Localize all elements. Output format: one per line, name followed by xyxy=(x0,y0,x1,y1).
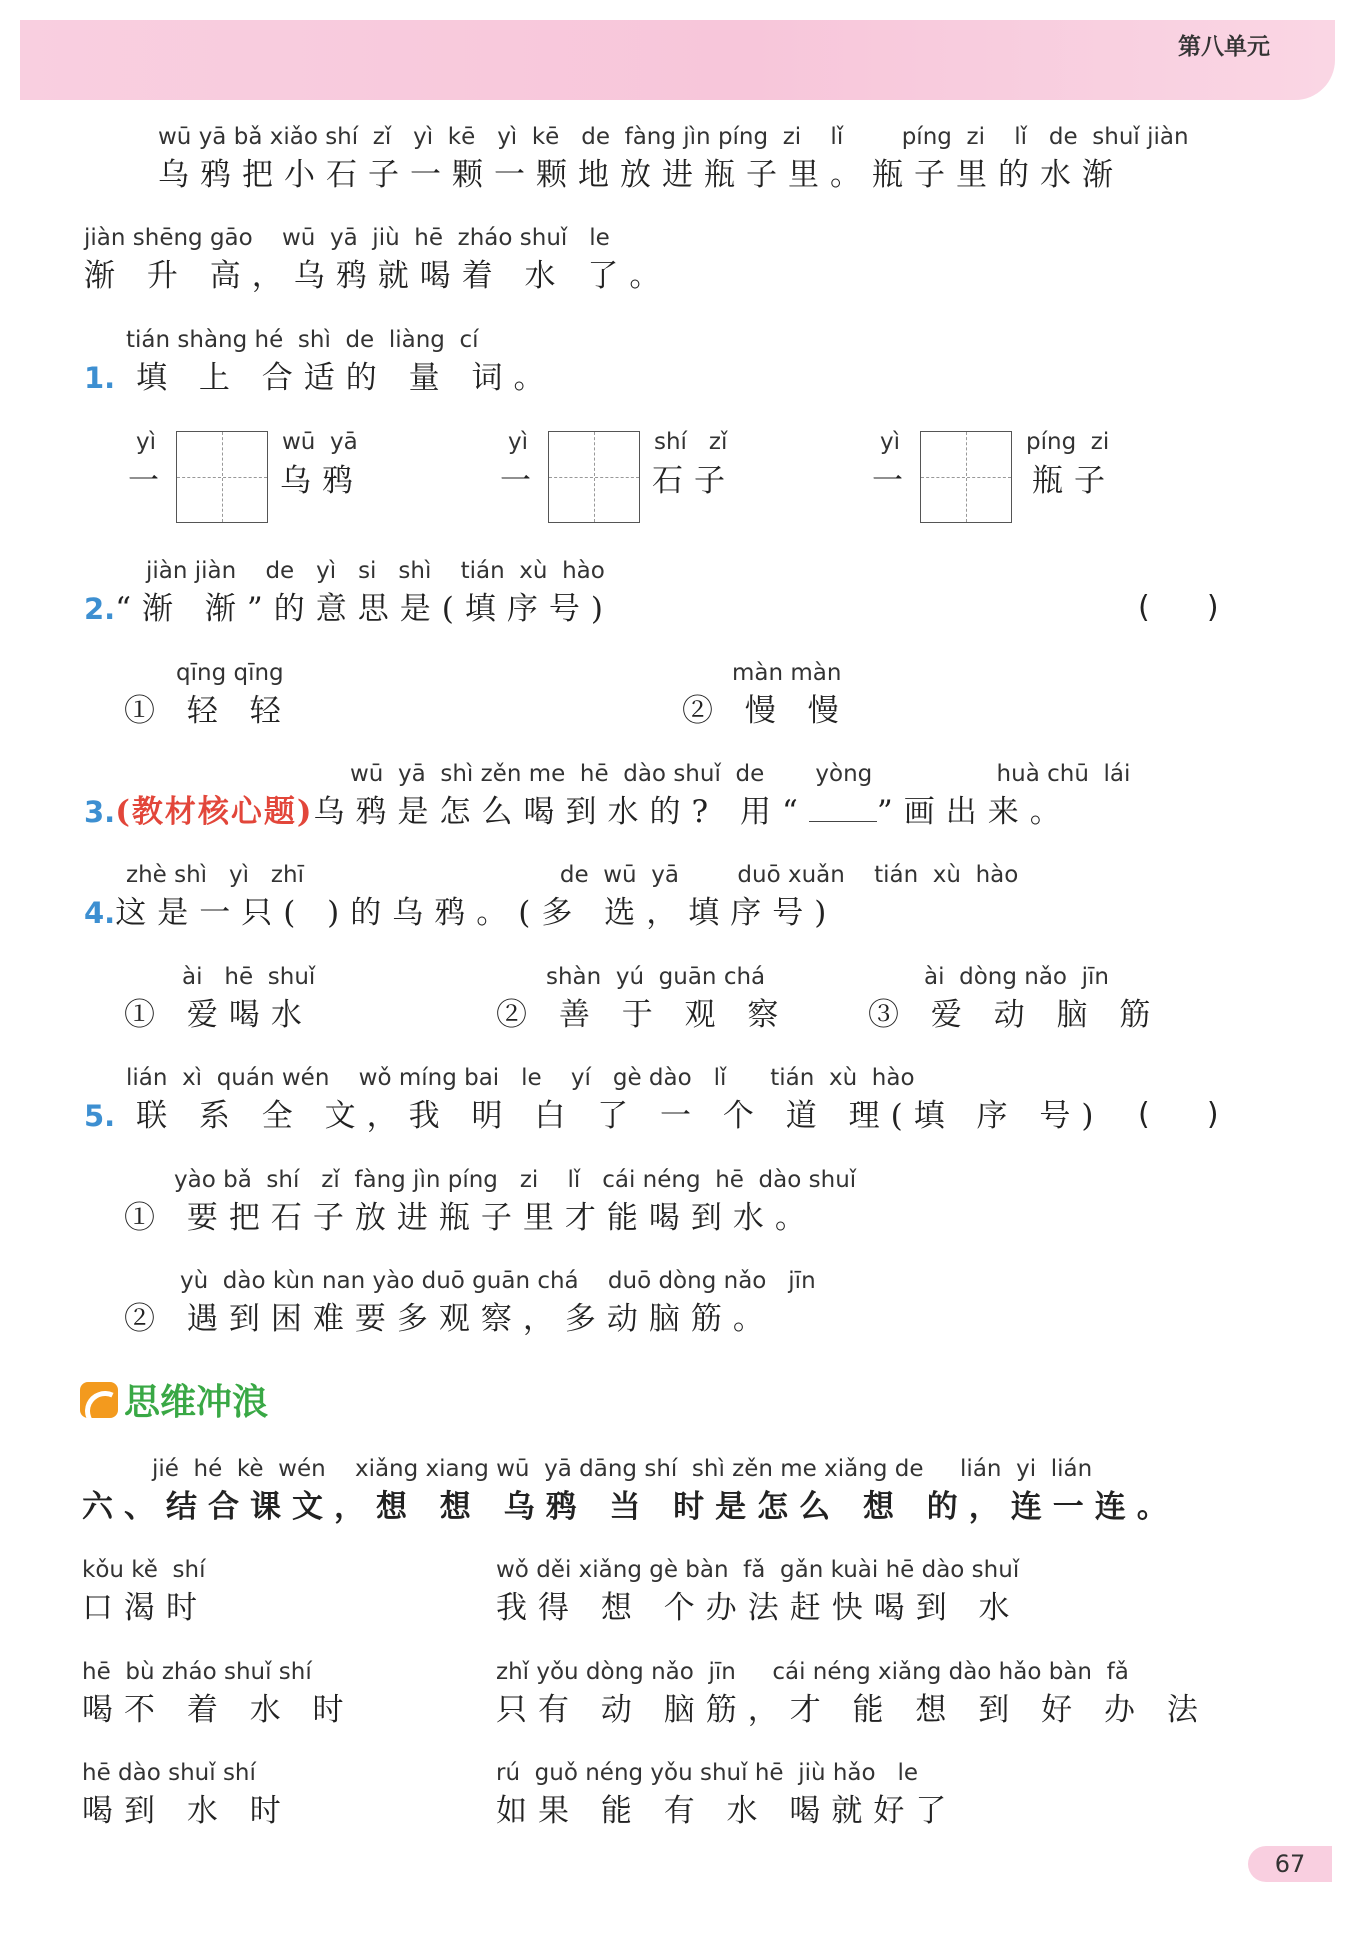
option-2-2: màn màn ② 慢 慢 xyxy=(682,660,850,729)
pinyin-line: lián xì quán wén wǒ míng bai le yí gè dào lǐ tián xù hào xyxy=(126,1065,915,1091)
answer-parentheses[interactable]: ( ) xyxy=(1138,1097,1219,1132)
core-question-tag: (教材核心题) xyxy=(115,794,314,830)
option-4-1: ài hē shuǐ ① 爱喝水 xyxy=(124,964,316,1033)
match-right-2[interactable]: zhǐ yǒu dòng nǎo jīn cái néng xiǎng dào hǎo bàn fǎ 只有 动 脑筋，才 能 想 到 好 办 法 xyxy=(496,1659,1209,1728)
hanzi-line: 乌鸦把小石子一颗一颗地放进瓶子里。瓶子里的水渐 xyxy=(158,157,1124,193)
question-text: 乌鸦是怎么喝到水的? 用“ xyxy=(313,794,809,830)
question-number: 2. xyxy=(84,592,116,626)
answer-parentheses[interactable]: ( ) xyxy=(1138,590,1219,625)
pinyin-line: tián shàng hé shì de liàng cí xyxy=(126,327,479,353)
match-left-3[interactable]: hē dào shuǐ shí 喝到 水 时 xyxy=(82,1760,292,1829)
question-4 xyxy=(84,858,1018,934)
option-2-1: qīng qīng ① 轻 轻 xyxy=(124,660,292,729)
match-right-1[interactable]: wǒ děi xiǎng gè bàn fǎ gǎn kuài hē dào shuǐ 我得 想 个办法赶快喝到 水 xyxy=(496,1557,1021,1626)
question-2 xyxy=(84,554,614,630)
question-3 xyxy=(84,757,1130,833)
question-number: 3. xyxy=(84,795,116,829)
section-title: 思维冲浪 xyxy=(80,1374,268,1425)
page-header-band xyxy=(20,20,1335,100)
pinyin-line: zhè shì yì zhī de wū yā duō xuǎn tián xù hào xyxy=(126,862,1019,888)
question-number: 5. xyxy=(84,1099,116,1133)
option-4-3: ài dòng nǎo jīn ③ 爱 动 脑 筋 xyxy=(868,964,1162,1033)
underline-sample xyxy=(809,801,877,822)
question-number: 1. xyxy=(84,361,116,395)
answer-box[interactable] xyxy=(548,431,640,523)
answer-box[interactable] xyxy=(920,431,1012,523)
pinyin-line: wū yā shì zěn me hē dào shuǐ de yòng huà chū lái xyxy=(350,761,1131,787)
option-4-2: shàn yú guān chá ② 善 于 观 察 xyxy=(496,964,790,1033)
question-number: 4. xyxy=(84,896,116,930)
page-number: 67 xyxy=(1248,1846,1332,1882)
question-text: 这是一只( )的乌鸦。(多 选，填序号) xyxy=(115,895,838,931)
match-left-2[interactable]: hē bù zháo shuǐ shí 喝不 着 水 时 xyxy=(82,1659,355,1728)
option-5-1: yào bǎ shí zǐ fàng jìn píng zi lǐ cái néng hē dào shuǐ ① 要把石子放进瓶子里才能喝到水。 xyxy=(124,1167,857,1236)
wave-icon xyxy=(80,1382,118,1418)
question-text: 联 系 全 文，我 明 白 了 一 个 道 理(填 序 号) xyxy=(136,1098,1105,1134)
question-text: 六、结合课文，想 想 乌鸦 当 时是怎么 想 的，连一连。 xyxy=(82,1489,1179,1525)
unit-label: 第八单元 xyxy=(1178,34,1270,60)
question-text-end: ”画出来。 xyxy=(876,794,1072,830)
question-5 xyxy=(84,1061,1105,1137)
hanzi-line: 渐 升 高，乌鸦就喝着 水 了。 xyxy=(84,258,672,294)
pinyin-line: jiàn shēng gāo wū yā jiù hē zháo shuǐ le xyxy=(84,225,610,251)
story-line-1 xyxy=(158,120,1189,196)
question-text: “渐 渐”的意思是(填序号) xyxy=(115,591,614,627)
pinyin-line: jiàn jiàn de yì si shì tián xù hào xyxy=(146,558,605,584)
match-left-1[interactable]: kǒu kě shí 口渴时 xyxy=(82,1557,208,1626)
question-1 xyxy=(84,323,555,399)
pinyin-line: jié hé kè wén xiǎng xiang wū yā dāng shí shì zěn me xiǎng de lián yi lián xyxy=(152,1456,1093,1482)
question-6 xyxy=(82,1452,1179,1528)
pinyin-line: wū yā bǎ xiǎo shí zǐ yì kē yì kē de fàng jìn píng zi lǐ píng zi lǐ de shuǐ jiàn xyxy=(158,124,1189,150)
option-5-2: yù dào kùn nan yào duō guān chá duō dòng nǎo jīn ② 遇到困难要多观察，多动脑筋。 xyxy=(124,1268,816,1337)
answer-box[interactable] xyxy=(176,431,268,523)
match-right-3[interactable]: rú guǒ néng yǒu shuǐ hē jiù hǎo le 如果 能 有 水 喝就好了 xyxy=(496,1760,958,1829)
question-text: 填 上 合适的 量 词。 xyxy=(136,360,556,396)
story-line-2 xyxy=(84,221,671,297)
